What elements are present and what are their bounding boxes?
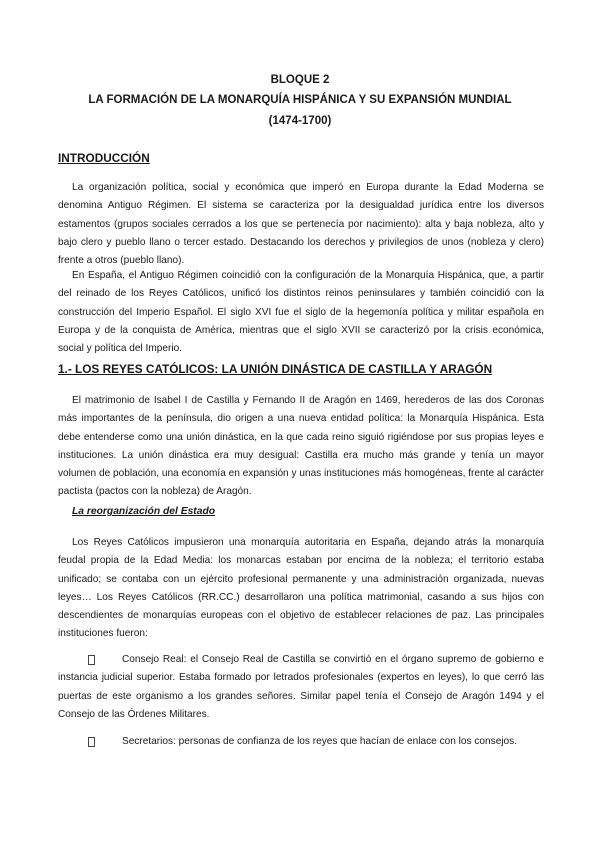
intro-paragraph-2: En España, el Antiguo Régimen coincidió con la configuración de la Monarquía Hispánica, que, a partir del reinado de los Reyes Católicos, unificó los distintos reinos peninsulares y también coincidió con la construcción del Imperio Español. El siglo XVI fue el siglo de la hegemonía política y militar española en Europa y de la conquista de América, mientras que el siglo XVII se caracterizó por la crisis económica, social y política del Imperio.	[58, 270, 544, 355]
block-label: BLOQUE 2	[270, 74, 330, 86]
intro-paragraph-1: La organización política, social y económica que imperó en Europa durante la Edad Moderna se denomina Antiguo Régimen. El sistema se caracteriza por la desigualdad jurídica entre los diversos estamentos (grupos sociales cerrados a los que se pertenecía por nacimiento): alta y baja nobleza, alto y bajo clero y pueblo llano o tercer estado. Destacando los derechos y privilegios de unos (nobleza y clero) frente a otros (pueblo llano).	[58, 182, 544, 267]
bullet-item-consejo-real: Consejo Real: el Consejo Real de Castilla se convirtió en el órgano supremo de gobierno e instancia judicial superior. Estaba formado por letrados profesionales (expertos en leyes), lo que cerró las puertas de este organismo a los grandes señores. Similar papel tenía el Consejo de Aragón 1494 y el Consejo de las Órdenes Militares.	[58, 654, 544, 720]
period-years: (1474-1700)	[268, 115, 332, 127]
reorganization-subheading: La reorganización del Estado	[72, 506, 216, 517]
intro-heading: INTRODUCCIÓN	[58, 151, 150, 165]
section-1-paragraph-1: El matrimonio de Isabel I de Castilla y Fernando II de Aragón en 1469, herederos de las dos Coronas más importantes de la península, dio origen a una nueva entidad política: la Monarquía Hispánica. Esta debe entenderse como una unión dinástica, en la que cada reino siguió rigiéndose por sus propias leyes e instituciones. La unión dinástica era muy desigual: Castilla era mucho más grande y tenía un mayor volumen de población, una economía en expansión y unas instituciones más homogéneas, frente al carácter pactista (pactos con la nobleza) de Aragón.	[58, 395, 544, 498]
document-title: LA FORMACIÓN DE LA MONARQUÍA HISPÁNICA Y SU EXPANSIÓN MUNDIAL	[88, 94, 512, 106]
bullet-item-secretarios: Secretarios: personas de confianza de los reyes que hacían de enlace con los consejos.	[122, 736, 518, 747]
section-1-heading: 1.- LOS REYES CATÓLICOS: LA UNIÓN DINÁSTICA DE CASTILLA Y ARAGÓN	[58, 362, 493, 376]
reorganization-paragraph: Los Reyes Católicos impusieron una monarquía autoritaria en España, dejando atrás la monarquía feudal propia de la Edad Media: los monarcas estaban por encima de la nobleza; el territorio estaba unificado; se contaba con un ejército profesional permanente y una administración organizada, nuevas leyes… Los Reyes Católicos (RR.CC.) desarrollaron una política matrimonial, casando a sus hijos con descendientes de monarquías europeas con el objetivo de establecer relaciones de paz. Las principales instituciones fueron:	[58, 537, 544, 640]
